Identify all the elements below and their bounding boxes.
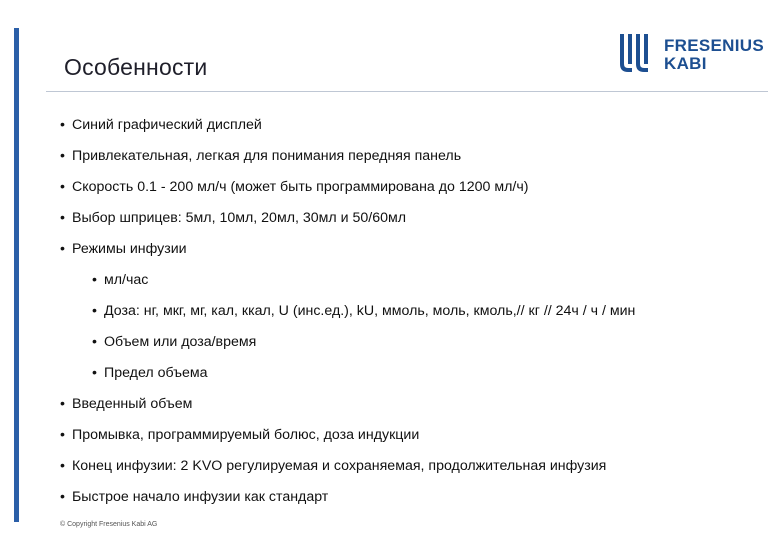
sub-bullet-item [60,272,760,303]
bullet-icon: • [92,272,97,288]
bullet-icon: • [92,303,97,319]
bullet-text: Привлекательная, легкая для понимания передняя панель [72,148,462,164]
bullet-text: Объем или доза/время [104,334,257,350]
bullet-text: Быстрое начало инфузии как стандарт [72,489,329,505]
bullet-item [60,396,760,427]
sub-bullet-item [60,334,760,365]
bullet-icon: • [60,396,65,412]
copyright-footer: © Copyright Fresenius Kabi AG [60,521,158,528]
bullet-item [60,148,760,179]
bullet-item [60,241,760,272]
bullet-item [60,179,760,210]
bullet-icon: • [92,365,97,381]
title-divider [46,91,768,92]
logo-line1: FRESENIUS [664,36,764,55]
bullet-item [60,458,760,489]
bullet-icon: • [60,210,65,226]
bullet-text: Скорость 0.1 - 200 мл/ч (может быть программирована до 1200 мл/ч) [72,179,529,195]
bullet-icon: • [60,458,65,474]
bullet-item [60,117,760,148]
bullet-text: Выбор шприцев: 5мл, 10мл, 20мл, 30мл и 50/60мл [72,210,407,226]
sub-bullet-item [60,365,760,396]
bullet-text: Доза: нг, мкг, мг, кал, ккал, U (инс.ед.), kU, ммоль, моль, кмоль,// кг // 24ч / ч / мин [104,303,636,319]
bullet-icon: • [92,334,97,350]
bullet-item [60,489,760,520]
left-accent-bar [14,28,19,522]
bullet-text: Предел объема [104,365,208,381]
bullet-icon: • [60,489,65,505]
bullet-text: Введенный объем [72,396,193,412]
bullet-icon: • [60,148,65,164]
bullet-text: Синий графический дисплей [72,117,262,133]
bullet-item [60,427,760,458]
bullet-icon: • [60,179,65,195]
slide-title: Особенности [64,54,208,80]
bullet-icon: • [60,117,65,133]
fresenius-logo-icon [618,34,654,74]
bullet-text: Промывка, программируемый болюс, доза индукции [72,427,420,443]
bullet-text: мл/час [104,272,149,288]
bullet-text: Режимы инфузии [72,241,187,257]
logo-line2: KABI [664,54,707,73]
bullet-list [60,117,760,520]
bullet-item [60,210,760,241]
bullet-text: Конец инфузии: 2 KVO регулируемая и сохраняемая, продолжительная инфузия [72,458,607,474]
fresenius-kabi-logo [618,34,768,76]
bullet-icon: • [60,427,65,443]
bullet-icon: • [60,241,65,257]
sub-bullet-item [60,303,760,334]
